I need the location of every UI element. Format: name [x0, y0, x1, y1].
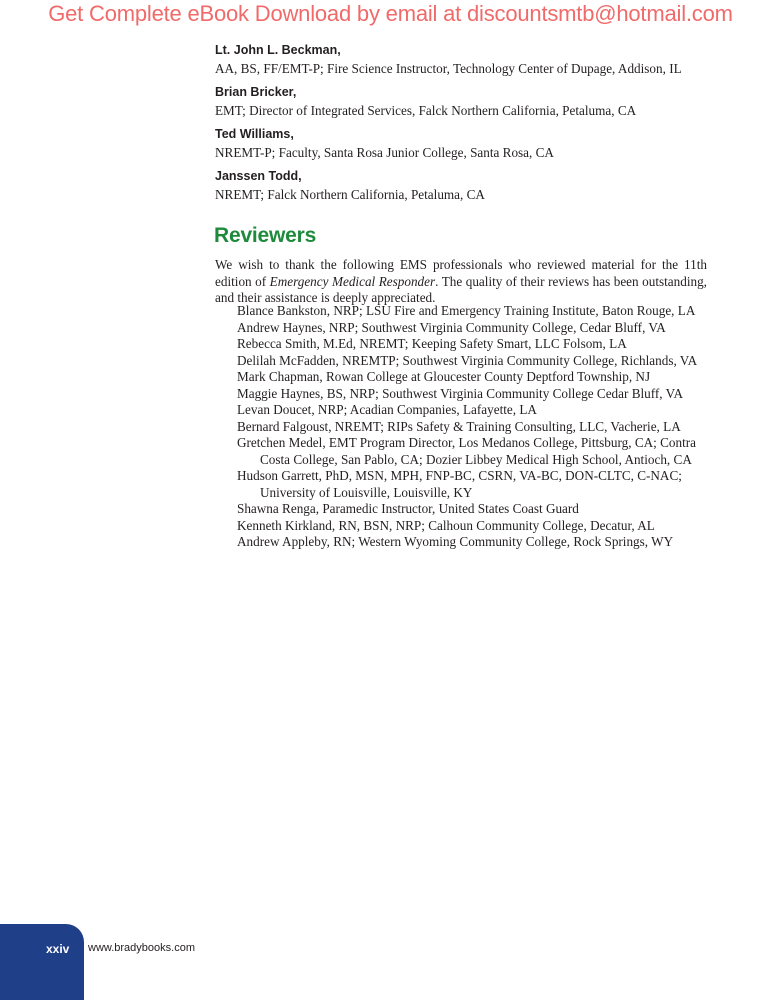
- contributor-entry: [215, 84, 715, 120]
- reviewer-item: Hudson Garrett, PhD, MSN, MPH, FNP-BC, CSRN, VA-BC, DON-CLTC, C-NAC; University of Louisville, Louisville, KY: [237, 468, 682, 500]
- book-title: Emergency Medical Responder: [269, 273, 436, 289]
- reviewer-item: Andrew Appleby, RN; Western Wyoming Community College, Rock Springs, WY: [237, 534, 674, 549]
- intro-text-end: . The quality of their reviews has been outstanding, and their assistance is deeply appreciated.: [215, 273, 707, 305]
- reviewer-item: Andrew Haynes, NRP; Southwest Virginia Community College, Cedar Bluff, VA: [237, 319, 666, 335]
- reviewers-intro: [215, 257, 707, 307]
- reviewer-item: Rebecca Smith, M.Ed, NREMT; Keeping Safety Smart, LLC Folsom, LA: [237, 336, 627, 351]
- contributor-name: Ted Williams,: [215, 127, 294, 141]
- contributor-credentials: NREMT; Falck Northern California, Petaluma, CA: [215, 187, 485, 202]
- contributor-credentials: EMT; Director of Integrated Services, Falck Northern California, Petaluma, CA: [215, 103, 637, 118]
- contributor-credentials: AA, BS, FF/EMT-P; Fire Science Instructor, Technology Center of Dupage, Addison, IL: [215, 61, 682, 76]
- reviewer-item: Blance Bankston, NRP; LSU Fire and Emergency Training Institute, Baton Rouge, LA: [237, 303, 696, 318]
- reviewer-item: Mark Chapman, Rowan College at Gloucester County Deptford Township, NJ: [237, 369, 651, 384]
- contributor-entry: [215, 126, 715, 162]
- reviewer-item: Maggie Haynes, BS, NRP; Southwest Virginia Community College Cedar Bluff, VA: [237, 385, 683, 401]
- reviewer-item: Gretchen Medel, EMT Program Director, Los Medanos College, Pittsburg, CA; Contra Costa College, San Pablo, CA; Dozier Libbey Medical High School, Antioch, CA: [237, 435, 697, 467]
- page-number-tab: [0, 924, 84, 1000]
- reviewer-item: Levan Doucet, NRP; Acadian Companies, Lafayette, LA: [237, 402, 537, 417]
- reviewer-item: Delilah McFadden, NREMTP; Southwest Virginia Community College, Richlands, VA: [237, 352, 698, 368]
- intro-text-start: We wish to thank the following EMS professionals who reviewed material for the 11th edition of: [215, 257, 707, 289]
- download-banner: Get Complete eBook Download by email at discountsmtb@hotmail.com: [48, 1, 733, 26]
- contributor-list: [215, 42, 715, 210]
- page-number: xxiv: [46, 942, 70, 956]
- contributor-name: Janssen Todd,: [215, 169, 302, 183]
- reviewer-item: Shawna Renga, Paramedic Instructor, United States Coast Guard: [237, 501, 579, 516]
- reviewer-list: [237, 303, 717, 551]
- contributor-name: Lt. John L. Beckman,: [215, 43, 341, 57]
- reviewers-heading: Reviewers: [214, 224, 317, 247]
- contributor-entry: [215, 42, 715, 78]
- reviewer-item: Kenneth Kirkland, RN, BSN, NRP; Calhoun Community College, Decatur, AL: [237, 517, 655, 533]
- website-url: www.bradybooks.com: [88, 942, 195, 954]
- reviewer-item: Bernard Falgoust, NREMT; RIPs Safety & Training Consulting, LLC, Vacherie, LA: [237, 418, 681, 434]
- contributor-credentials: NREMT-P; Faculty, Santa Rosa Junior College, Santa Rosa, CA: [215, 145, 554, 160]
- contributor-name: Brian Bricker,: [215, 85, 297, 99]
- contributor-entry: [215, 168, 715, 204]
